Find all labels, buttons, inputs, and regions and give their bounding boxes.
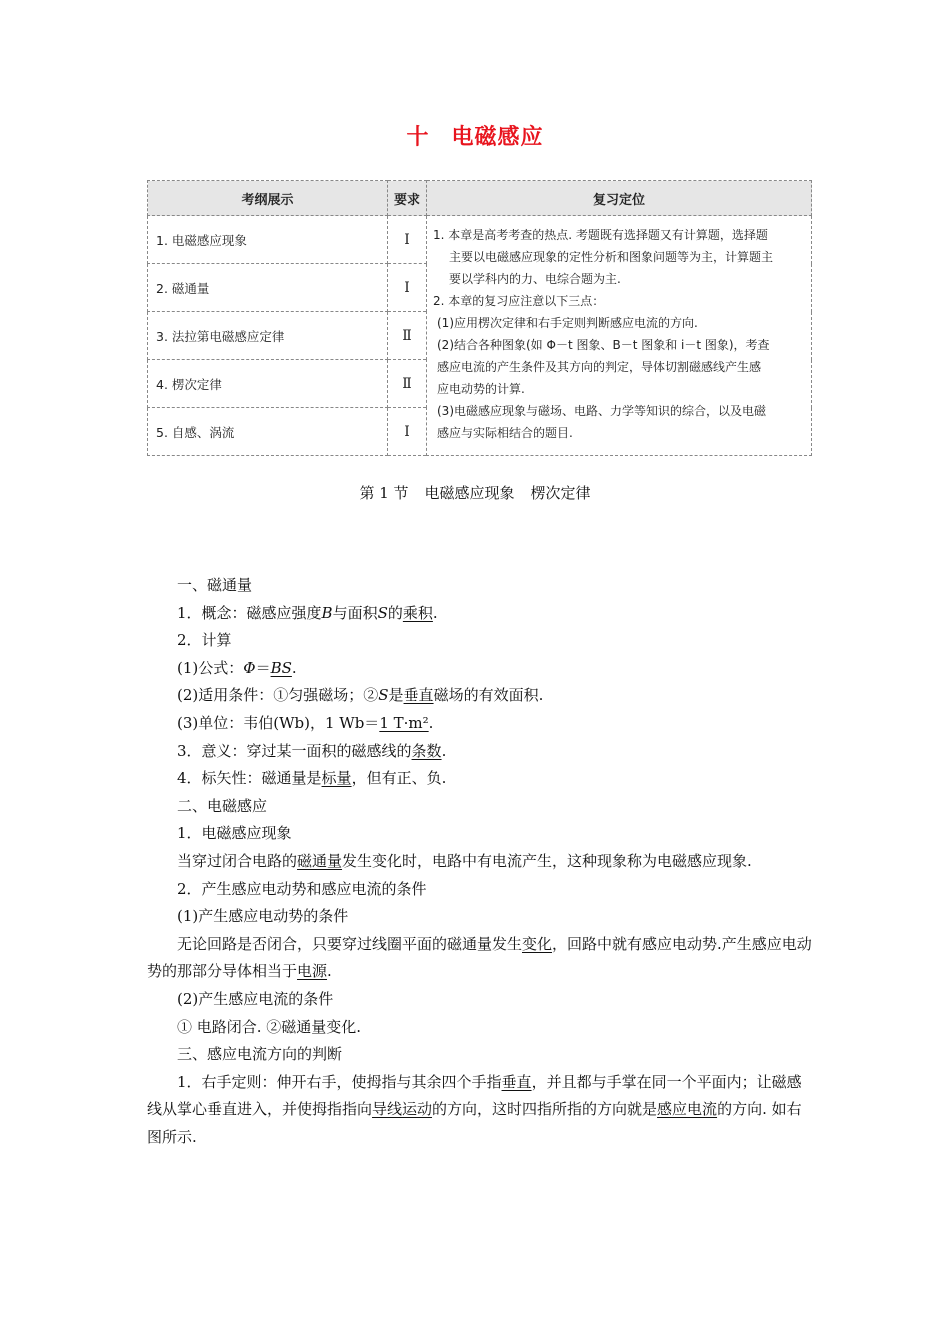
- text: (1)公式：: [177, 658, 244, 677]
- chapter-title: [0, 120, 950, 151]
- underlined-answer: 垂直: [403, 686, 434, 705]
- underlined-answer: 标量: [321, 769, 352, 788]
- text: .: [441, 741, 447, 760]
- paragraph: [147, 765, 812, 793]
- review-cell: [427, 216, 812, 456]
- review-line: 2. 本章的复习应注意以下三点：: [433, 294, 605, 308]
- underlined-answer: 条数: [411, 741, 442, 760]
- text: 3．意义：穿过某一面积的磁感线的: [177, 741, 412, 760]
- underlined-answer: 1 T·m²: [379, 713, 429, 732]
- text: 与面积: [332, 603, 378, 622]
- underlined-answer: 导线运动: [372, 1100, 433, 1119]
- level-cell: Ⅰ: [388, 408, 427, 456]
- review-line: 主要以电磁感应现象的定性分析和图象问题等为主，计算题主: [449, 250, 774, 264]
- paragraph: ① 电路闭合. ②磁通量变化.: [177, 1017, 362, 1036]
- symbol: B: [321, 603, 333, 622]
- chapter-number: 十: [406, 125, 430, 150]
- text: ，但有正、负.: [351, 769, 447, 788]
- topic-cell: 3. 法拉第电磁感应定律: [148, 312, 388, 360]
- symbol: Φ: [243, 658, 256, 677]
- text: .: [291, 658, 297, 677]
- syllabus-table: [147, 180, 812, 456]
- text: 的方向，这时四指所指的方向就是: [432, 1100, 658, 1119]
- section-title: [0, 482, 950, 503]
- section-title-2: 楞次定律: [530, 484, 591, 502]
- text: 是: [388, 686, 404, 705]
- table-row: [148, 216, 812, 264]
- text: ，回路中就有感应电动势.产生感应电动势的那部分导体相当于: [147, 934, 812, 981]
- text: 当穿过闭合电路的: [177, 851, 298, 870]
- text: 1．概念：磁感应强度: [177, 603, 322, 622]
- underlined-answer: 感应电流: [657, 1100, 718, 1119]
- header-syllabus: 考纲展示: [148, 181, 388, 216]
- topic-cell: 1. 电磁感应现象: [148, 216, 388, 264]
- text: 磁场的有效面积.: [433, 686, 544, 705]
- paragraph: [147, 738, 812, 766]
- paragraph: [147, 682, 812, 710]
- text: 的: [387, 603, 403, 622]
- paragraph: 1．电磁感应现象: [177, 824, 292, 843]
- text: 发生变化时，电路中有电流产生，这种现象称为电磁感应现象.: [342, 851, 752, 870]
- paragraph: [147, 1069, 812, 1152]
- review-line: 感应电流的产生条件及其方向的判定，导体切割磁感线产生感: [437, 360, 762, 374]
- review-line: (3)电磁感应现象与磁场、电路、力学等知识的综合，以及电磁: [437, 404, 767, 418]
- paragraph: 2．计算: [177, 631, 232, 650]
- text: 4．标矢性：磁通量是: [177, 769, 322, 788]
- paragraph: 2．产生感应电动势和感应电流的条件: [177, 879, 427, 898]
- review-line: 1. 本章是高考考查的热点. 考题既有选择题又有计算题，选择题: [433, 228, 768, 242]
- paragraph: [147, 655, 812, 683]
- underlined-answer: BS: [270, 658, 292, 677]
- topic-cell: 5. 自感、涡流: [148, 408, 388, 456]
- text: 1．右手定则：伸开右手，使拇指与其余四个手指: [177, 1072, 502, 1091]
- level-cell: Ⅰ: [388, 216, 427, 264]
- table-header-row: [148, 181, 812, 216]
- symbol: S: [378, 686, 389, 705]
- text: .: [428, 713, 434, 732]
- heading-3: 三、感应电流方向的判断: [177, 1045, 343, 1064]
- level-cell: Ⅱ: [388, 360, 427, 408]
- text: 无论回路是否闭合，只要穿过线圈平面的磁通量发生: [177, 934, 523, 953]
- review-line: (2)结合各种图象(如 Φ－t 图象、B－t 图象和 i－t 图象)，考查: [437, 338, 770, 352]
- topic-cell: 2. 磁通量: [148, 264, 388, 312]
- review-line: 感应与实际相结合的题目.: [437, 426, 573, 440]
- paragraph: [147, 931, 812, 986]
- review-line: 应电动势的计算.: [437, 382, 525, 396]
- level-cell: Ⅱ: [388, 312, 427, 360]
- section-title-1: 电磁感应现象: [424, 484, 515, 502]
- paragraph: [147, 848, 812, 876]
- text: (2)适用条件：①匀强磁场；②: [177, 686, 379, 705]
- paragraph: [147, 600, 812, 628]
- chapter-name: 电磁感应: [451, 125, 544, 150]
- body-text: [147, 572, 812, 1151]
- text: 的方向. 如右图所示.: [147, 1100, 802, 1146]
- text: ＝: [255, 658, 271, 677]
- level-cell: Ⅰ: [388, 264, 427, 312]
- heading-1: 一、磁通量: [177, 576, 253, 594]
- header-review: 复习定位: [427, 181, 812, 216]
- review-line: (1)应用楞次定律和右手定则判断感应电流的方向.: [437, 316, 698, 330]
- heading-2: 二、电磁感应: [177, 796, 268, 815]
- header-requirement: 要求: [388, 181, 427, 216]
- section-number: 第 1 节: [359, 484, 409, 502]
- text: ，并且都与手掌在同一个平面内；让磁感线从掌心垂直进入，并使拇指指向: [147, 1072, 802, 1119]
- underlined-answer: 垂直: [501, 1072, 532, 1091]
- text: (3)单位：韦伯(Wb)，1 Wb＝: [177, 713, 380, 732]
- symbol: S: [377, 603, 388, 622]
- text: .: [327, 962, 332, 981]
- underlined-answer: 电源: [297, 962, 328, 981]
- underlined-answer: 乘积: [402, 603, 433, 622]
- underlined-answer: 磁通量: [297, 851, 343, 870]
- text: .: [432, 603, 438, 622]
- paragraph: [147, 710, 812, 738]
- review-line: 要以学科内的力、电综合题为主.: [449, 272, 621, 286]
- paragraph: (1)产生感应电动势的条件: [177, 907, 349, 926]
- paragraph: (2)产生感应电流的条件: [177, 989, 334, 1008]
- underlined-answer: 变化: [522, 934, 553, 953]
- topic-cell: 4. 楞次定律: [148, 360, 388, 408]
